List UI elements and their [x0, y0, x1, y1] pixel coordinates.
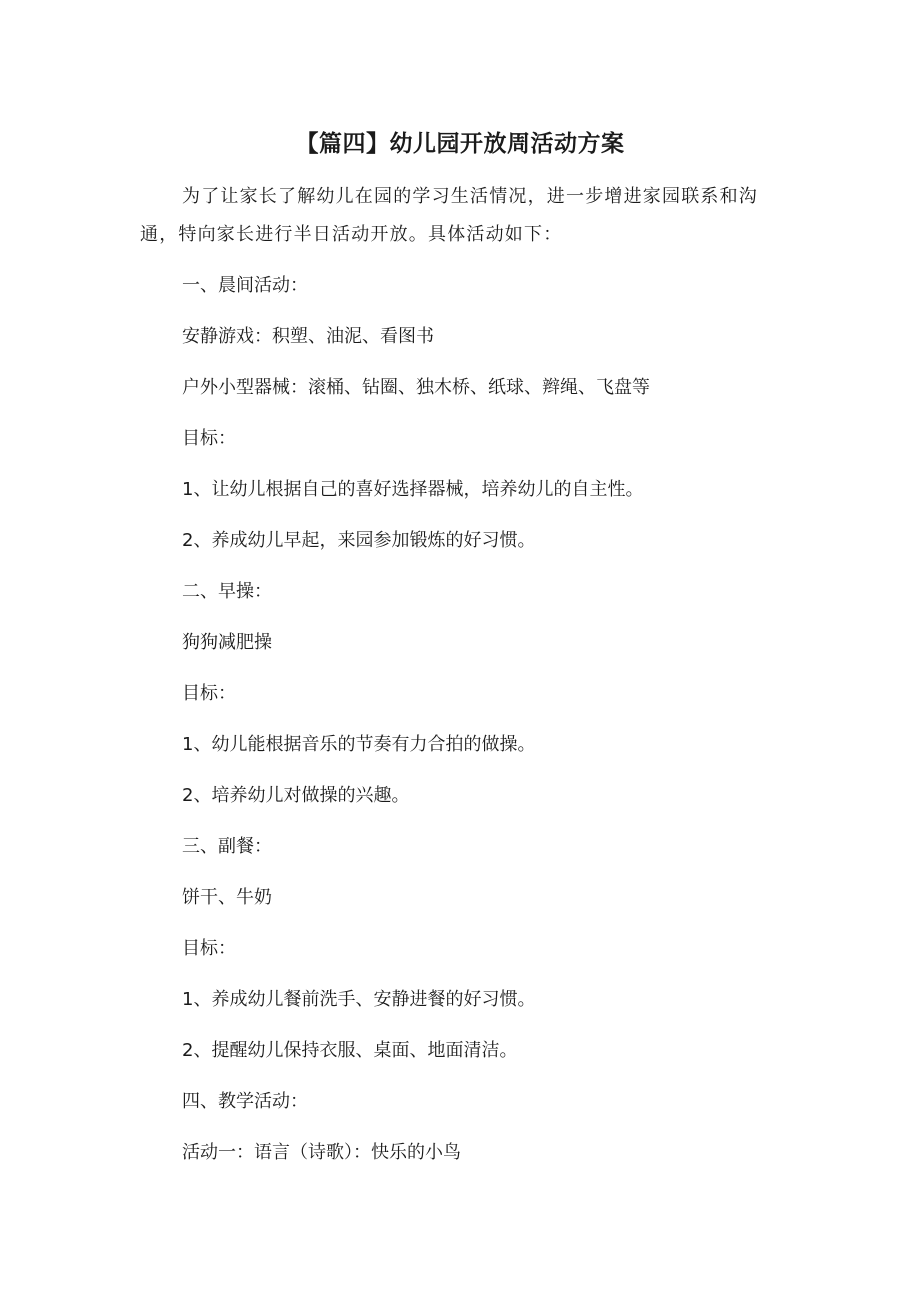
text-line: 安静游戏：积塑、油泥、看图书	[182, 326, 434, 347]
section-heading-exercise: 二、早操：	[182, 581, 272, 602]
text-line: 狗狗减肥操	[182, 632, 272, 653]
document-title: 【篇四】幼儿园开放周活动方案	[295, 131, 625, 157]
text-line: 饼干、牛奶	[182, 887, 272, 908]
goal-item: 2、培养幼儿对做操的兴趣。	[182, 785, 410, 806]
goal-item: 1、养成幼儿餐前洗手、安静进餐的好习惯。	[182, 989, 536, 1010]
goal-label: 目标：	[182, 938, 236, 959]
goal-label: 目标：	[182, 683, 236, 704]
section-heading-teaching: 四、教学活动：	[182, 1091, 308, 1112]
goal-item: 2、提醒幼儿保持衣服、桌面、地面清洁。	[182, 1040, 518, 1061]
goal-item: 1、让幼儿根据自己的喜好选择器械，培养幼儿的自主性。	[182, 479, 644, 500]
text-line: 户外小型器械：滚桶、钻圈、独木桥、纸球、辫绳、飞盘等	[182, 377, 650, 398]
goal-label: 目标：	[182, 428, 236, 449]
document-body	[140, 178, 780, 1185]
section-heading-snack: 三、副餐：	[182, 836, 272, 857]
intro-paragraph: 为了让家长了解幼儿在园的学习生活情况，进一步增进家园联系和沟通，特向家长进行半日活动开放。具体活动如下：	[140, 186, 758, 245]
text-line: 活动一：语言（诗歌）：快乐的小鸟	[182, 1142, 461, 1163]
section-heading-morning: 一、晨间活动：	[182, 275, 308, 296]
goal-item: 1、幼儿能根据音乐的节奏有力合拍的做操。	[182, 734, 536, 755]
goal-item: 2、养成幼儿早起，来园参加锻炼的好习惯。	[182, 530, 536, 551]
